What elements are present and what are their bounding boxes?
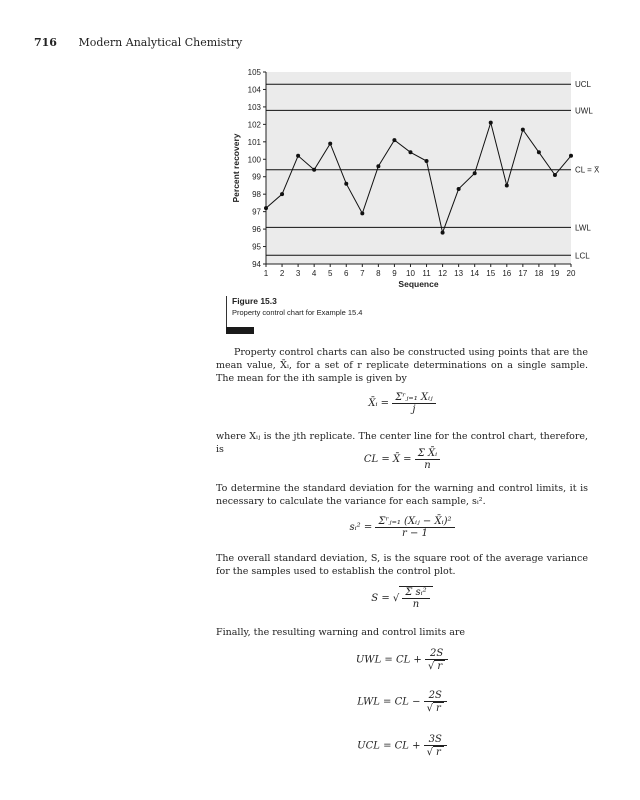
x-tick-label: 18 <box>534 269 544 278</box>
x-tick-label: 8 <box>376 269 381 278</box>
x-tick-label: 9 <box>392 269 397 278</box>
data-point <box>392 138 396 142</box>
y-tick-label: 99 <box>252 172 261 182</box>
y-tick-label: 100 <box>247 155 261 165</box>
eq7-numerator: 3S <box>424 734 447 746</box>
x-tick-label: 2 <box>279 269 285 278</box>
data-point <box>457 187 461 191</box>
data-point <box>344 182 348 186</box>
limit-label: CL = X̄ <box>575 165 600 175</box>
data-point <box>408 150 412 154</box>
eq1-fraction <box>392 392 435 415</box>
limit-label: LWL <box>575 223 591 233</box>
paragraph-2: where Xᵢⱼ is the jth replicate. The center line for the control chart, therefore, is <box>216 431 588 455</box>
eq4-numerator: Σ sᵢ² <box>402 587 429 599</box>
eq2-numerator: Σ X̄ᵢ <box>415 448 440 460</box>
figure-number: Figure 15.3 <box>232 296 277 306</box>
x-axis-title: Sequence <box>398 279 439 289</box>
paragraph-4: The overall standard deviation, S, is the square root of the average variance for the samples used to establish the control plot. <box>216 553 588 577</box>
equation-ucl <box>216 734 588 758</box>
equation-variance <box>216 516 588 539</box>
limit-label: UCL <box>575 80 592 90</box>
y-tick-label: 96 <box>252 225 261 235</box>
page-number: 716 <box>34 36 57 49</box>
sqrt-sign-icon: √ <box>392 593 400 604</box>
y-tick-label: 105 <box>247 68 261 77</box>
eq7-radicand: r <box>433 746 444 758</box>
paragraph-3: To determine the standard deviation for the warning and control limits, it is necessary to calculate the variance for each sample, sᵢ². <box>216 483 588 507</box>
data-point <box>328 142 332 146</box>
eq1-numerator: Σʳⱼ₌₁ Xᵢⱼ <box>392 392 435 404</box>
eq7-denominator <box>424 746 447 758</box>
eq4-denominator: n <box>412 599 420 610</box>
limit-label: UWL <box>575 106 593 116</box>
y-tick-label: 97 <box>252 207 261 217</box>
x-tick-label: 10 <box>406 269 415 278</box>
data-point <box>280 192 284 196</box>
x-tick-label: 1 <box>263 269 269 278</box>
y-tick-label: 104 <box>247 85 261 95</box>
eq3-fraction <box>375 516 454 539</box>
equation-uwl <box>216 648 588 672</box>
eq7-lhs: UCL = CL + <box>357 740 421 752</box>
eq6-lhs: LWL = CL − <box>357 696 421 708</box>
eq5-fraction <box>425 648 448 672</box>
data-point <box>264 206 268 210</box>
y-axis-title: Percent recovery <box>231 133 241 203</box>
y-tick-label: 101 <box>247 137 261 147</box>
data-point <box>360 211 364 215</box>
y-tick-label: 94 <box>252 260 261 269</box>
paragraph-5: Finally, the resulting warning and control limits are <box>216 627 466 638</box>
eq1-denominator: j <box>412 404 416 415</box>
y-tick-label: 98 <box>252 190 261 200</box>
eq3-lhs: sᵢ² = <box>349 522 373 533</box>
data-point <box>505 183 509 187</box>
x-tick-label: 17 <box>518 269 528 278</box>
figure-marker-bar <box>226 327 254 334</box>
eq2-fraction <box>415 448 440 471</box>
sqrt-sign-icon: √ <box>426 703 434 714</box>
equation-std-dev <box>216 586 588 610</box>
x-tick-label: 4 <box>311 269 317 278</box>
x-tick-label: 3 <box>295 269 301 278</box>
figure-caption-text: Property control chart for Example 15.4 <box>232 308 363 317</box>
eq4-lhs: S = <box>371 593 390 604</box>
eq3-denominator: r − 1 <box>402 528 428 539</box>
eq5-denominator <box>425 660 448 672</box>
sqrt-sign-icon: √ <box>426 747 434 758</box>
data-point <box>489 121 493 125</box>
eq6-radicand: r <box>433 702 444 714</box>
eq4-radicand <box>399 586 432 610</box>
x-tick-label: 7 <box>360 269 365 278</box>
x-tick-label: 5 <box>327 269 333 278</box>
eq6-denominator <box>424 702 447 714</box>
data-point <box>425 159 429 163</box>
paragraph-1: Property control charts can also be constructed using points that are the mean value, X̄ᵢ, for a set of r replicate determinations on a single sample. The mean for the ith sample is given by <box>216 347 588 384</box>
x-tick-label: 14 <box>470 269 480 278</box>
data-point <box>296 154 300 158</box>
x-tick-label: 13 <box>454 269 464 278</box>
data-point <box>537 150 541 154</box>
equation-mean <box>216 392 588 415</box>
eq5-numerator: 2S <box>425 648 448 660</box>
x-tick-label: 12 <box>438 269 448 278</box>
eq5-lhs: UWL = CL + <box>355 654 422 666</box>
data-point <box>521 128 525 132</box>
figure-caption <box>232 296 362 317</box>
data-point <box>569 154 573 158</box>
equation-center-line <box>216 448 588 471</box>
y-tick-label: 102 <box>247 120 261 130</box>
eq5-radicand: r <box>434 660 445 672</box>
limit-label: LCL <box>575 251 590 261</box>
equation-lwl <box>216 690 588 714</box>
x-tick-label: 6 <box>344 269 349 278</box>
eq6-fraction <box>424 690 447 714</box>
data-point <box>312 168 316 172</box>
sqrt-sign-icon: √ <box>427 661 435 672</box>
eq4-fraction <box>402 587 429 610</box>
book-title: Modern Analytical Chemistry <box>78 36 243 49</box>
eq2-denominator: n <box>424 460 431 471</box>
data-point <box>553 173 557 177</box>
eq3-numerator: Σʳⱼ₌₁ (Xᵢⱼ − X̄ᵢ)² <box>375 516 454 528</box>
y-tick-label: 95 <box>252 242 261 252</box>
eq6-numerator: 2S <box>424 690 447 702</box>
control-chart-svg <box>226 60 600 300</box>
x-tick-label: 16 <box>502 269 512 278</box>
eq2-lhs: CL = X̄ = <box>363 454 412 465</box>
data-point <box>376 164 380 168</box>
running-head <box>34 36 242 49</box>
x-tick-label: 15 <box>486 269 496 278</box>
x-tick-label: 11 <box>422 269 431 278</box>
x-tick-label: 20 <box>566 269 576 278</box>
eq7-fraction <box>424 734 447 758</box>
figure-side-rule <box>226 296 227 328</box>
data-point <box>441 231 445 235</box>
y-tick-label: 103 <box>247 102 261 112</box>
data-point <box>473 171 477 175</box>
control-chart <box>226 60 600 300</box>
x-tick-label: 19 <box>550 269 560 278</box>
eq1-lhs: X̄ᵢ = <box>368 398 390 409</box>
